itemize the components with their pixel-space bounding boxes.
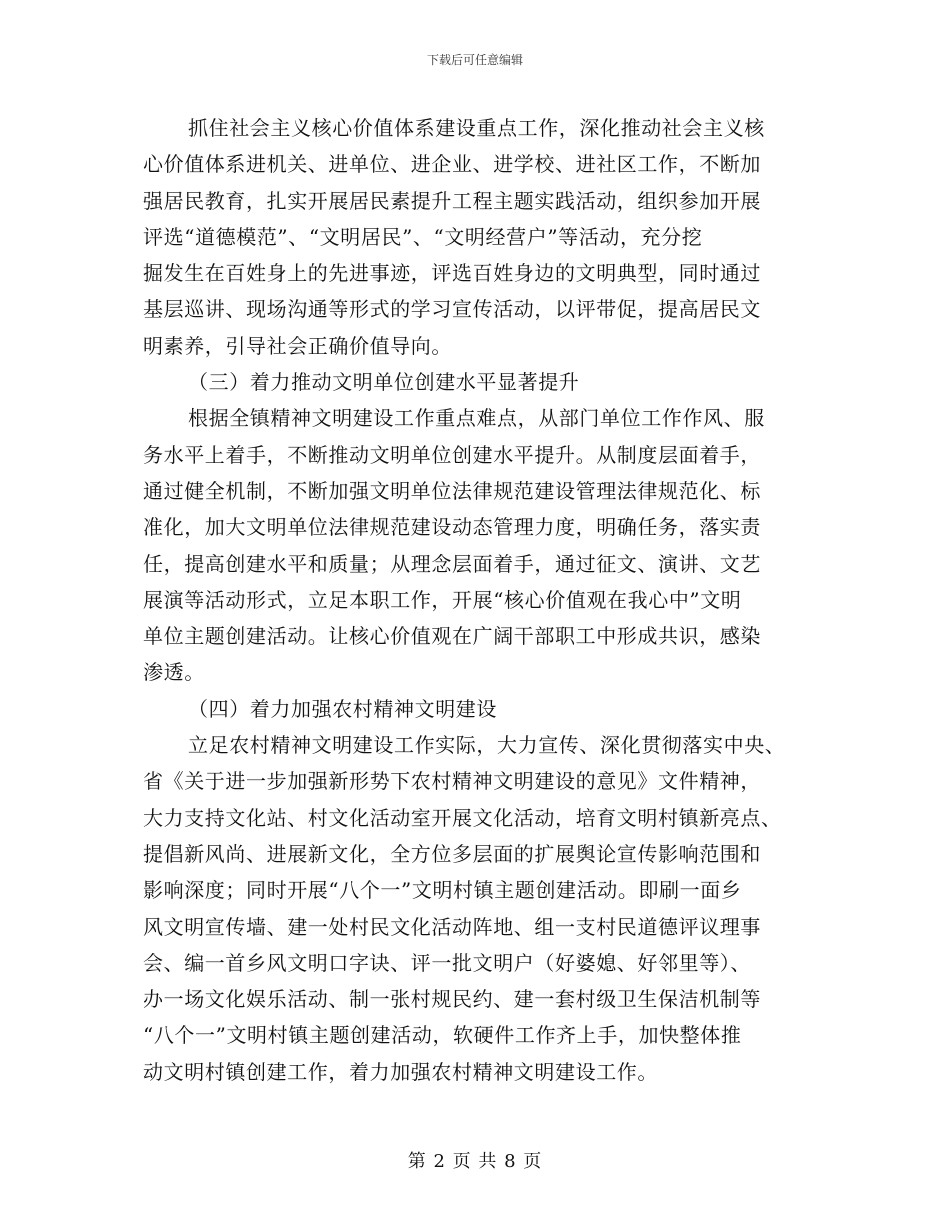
- page-number: 第 2 页 共 8 页: [407, 1151, 543, 1172]
- text-line: 抓住社会主义核心价值体系建设重点工作，深化推动社会主义核: [188, 116, 765, 140]
- text-line: 渗透。: [143, 660, 205, 685]
- text-line: 动文明村镇创建工作，着力加强农村精神文明建设工作。: [143, 1059, 658, 1084]
- text-line: 单位主题创建活动。让核心价值观在广阔干部职工中形成共识，感染: [143, 624, 761, 649]
- text-line: 省《关于进一步加强新形势下农村精神文明建设的意见》文件精神，: [143, 769, 761, 794]
- section-heading: （三）着力推动文明单位创建水平显著提升: [188, 370, 580, 395]
- text-line: 通过健全机制，不断加强文明单位法律规范建设管理法律规范化、标: [143, 478, 761, 503]
- text-line: 任，提高创建水平和质量；从理念层面着手，通过征文、演讲、文艺: [143, 551, 761, 576]
- text-line: 立足农村精神文明建设工作实际，大力宣传、深化贯彻落实中央、: [188, 733, 786, 758]
- text-line: 提倡新风尚、进展新文化，全方位多层面的扩展舆论宣传影响范围和: [143, 841, 761, 866]
- text-line: 明素养，引导社会正确价值导向。: [143, 333, 452, 358]
- text-line: 会、编一首乡风文明口字诀、评一批文明户（好婆媳、好邻里等）、: [143, 950, 751, 975]
- paragraph: [143, 727, 811, 1090]
- text-line: 风文明宣传墙、建一处村民文化活动阵地、组一支村民道德评议理事: [143, 914, 761, 939]
- text-line: 务水平上着手，不断推动文明单位创建水平提升。从制度层面着手，: [143, 442, 761, 467]
- text-line: 基层巡讲、现场沟通等形式的学习宣传活动，以评带促，提高居民文: [143, 297, 761, 322]
- text-line: 展演等活动形式，立足本职工作，开展“核心价值观在我心中”文明: [143, 587, 742, 612]
- text-line: “八个一”文明村镇主题创建活动，软硬件工作齐上手，加快整体推: [143, 1023, 742, 1048]
- text-line: 强居民教育，扎实开展居民素提升工程主题实践活动，组织参加开展: [143, 188, 761, 213]
- section-heading: （四）着力加强农村精神文明建设: [188, 696, 497, 721]
- text-line: 大力支持文化站、村文化活动室开展文化活动，培育文明村镇新亮点、: [143, 805, 782, 830]
- text-line: 掘发生在百姓身上的先进事迹，评选百姓身边的文明典型，同时通过: [143, 261, 761, 286]
- paragraph: [143, 400, 811, 690]
- paragraph: [143, 110, 811, 364]
- text-line: 影响深度；同时开展“八个一”文明村镇主题创建活动。即刷一面乡: [143, 878, 742, 903]
- text-line: 心价值体系进机关、进单位、进企业、进学校、进社区工作，不断加: [143, 152, 761, 177]
- text-line: 评选“道德模范”、“文明居民”、“文明经营户”等活动，充分挖: [143, 224, 703, 249]
- text-line: 根据全镇精神文明建设工作重点难点，从部门单位工作作风、服: [188, 406, 765, 431]
- page-header: 下载后可任意编辑: [426, 53, 523, 67]
- document-body: [143, 110, 811, 1090]
- text-line: 准化，加大文明单位法律规范建设动态管理力度，明确任务，落实责: [143, 515, 761, 540]
- text-line: 办一场文化娱乐活动、制一张村规民约、建一套村级卫生保洁机制等: [143, 987, 761, 1012]
